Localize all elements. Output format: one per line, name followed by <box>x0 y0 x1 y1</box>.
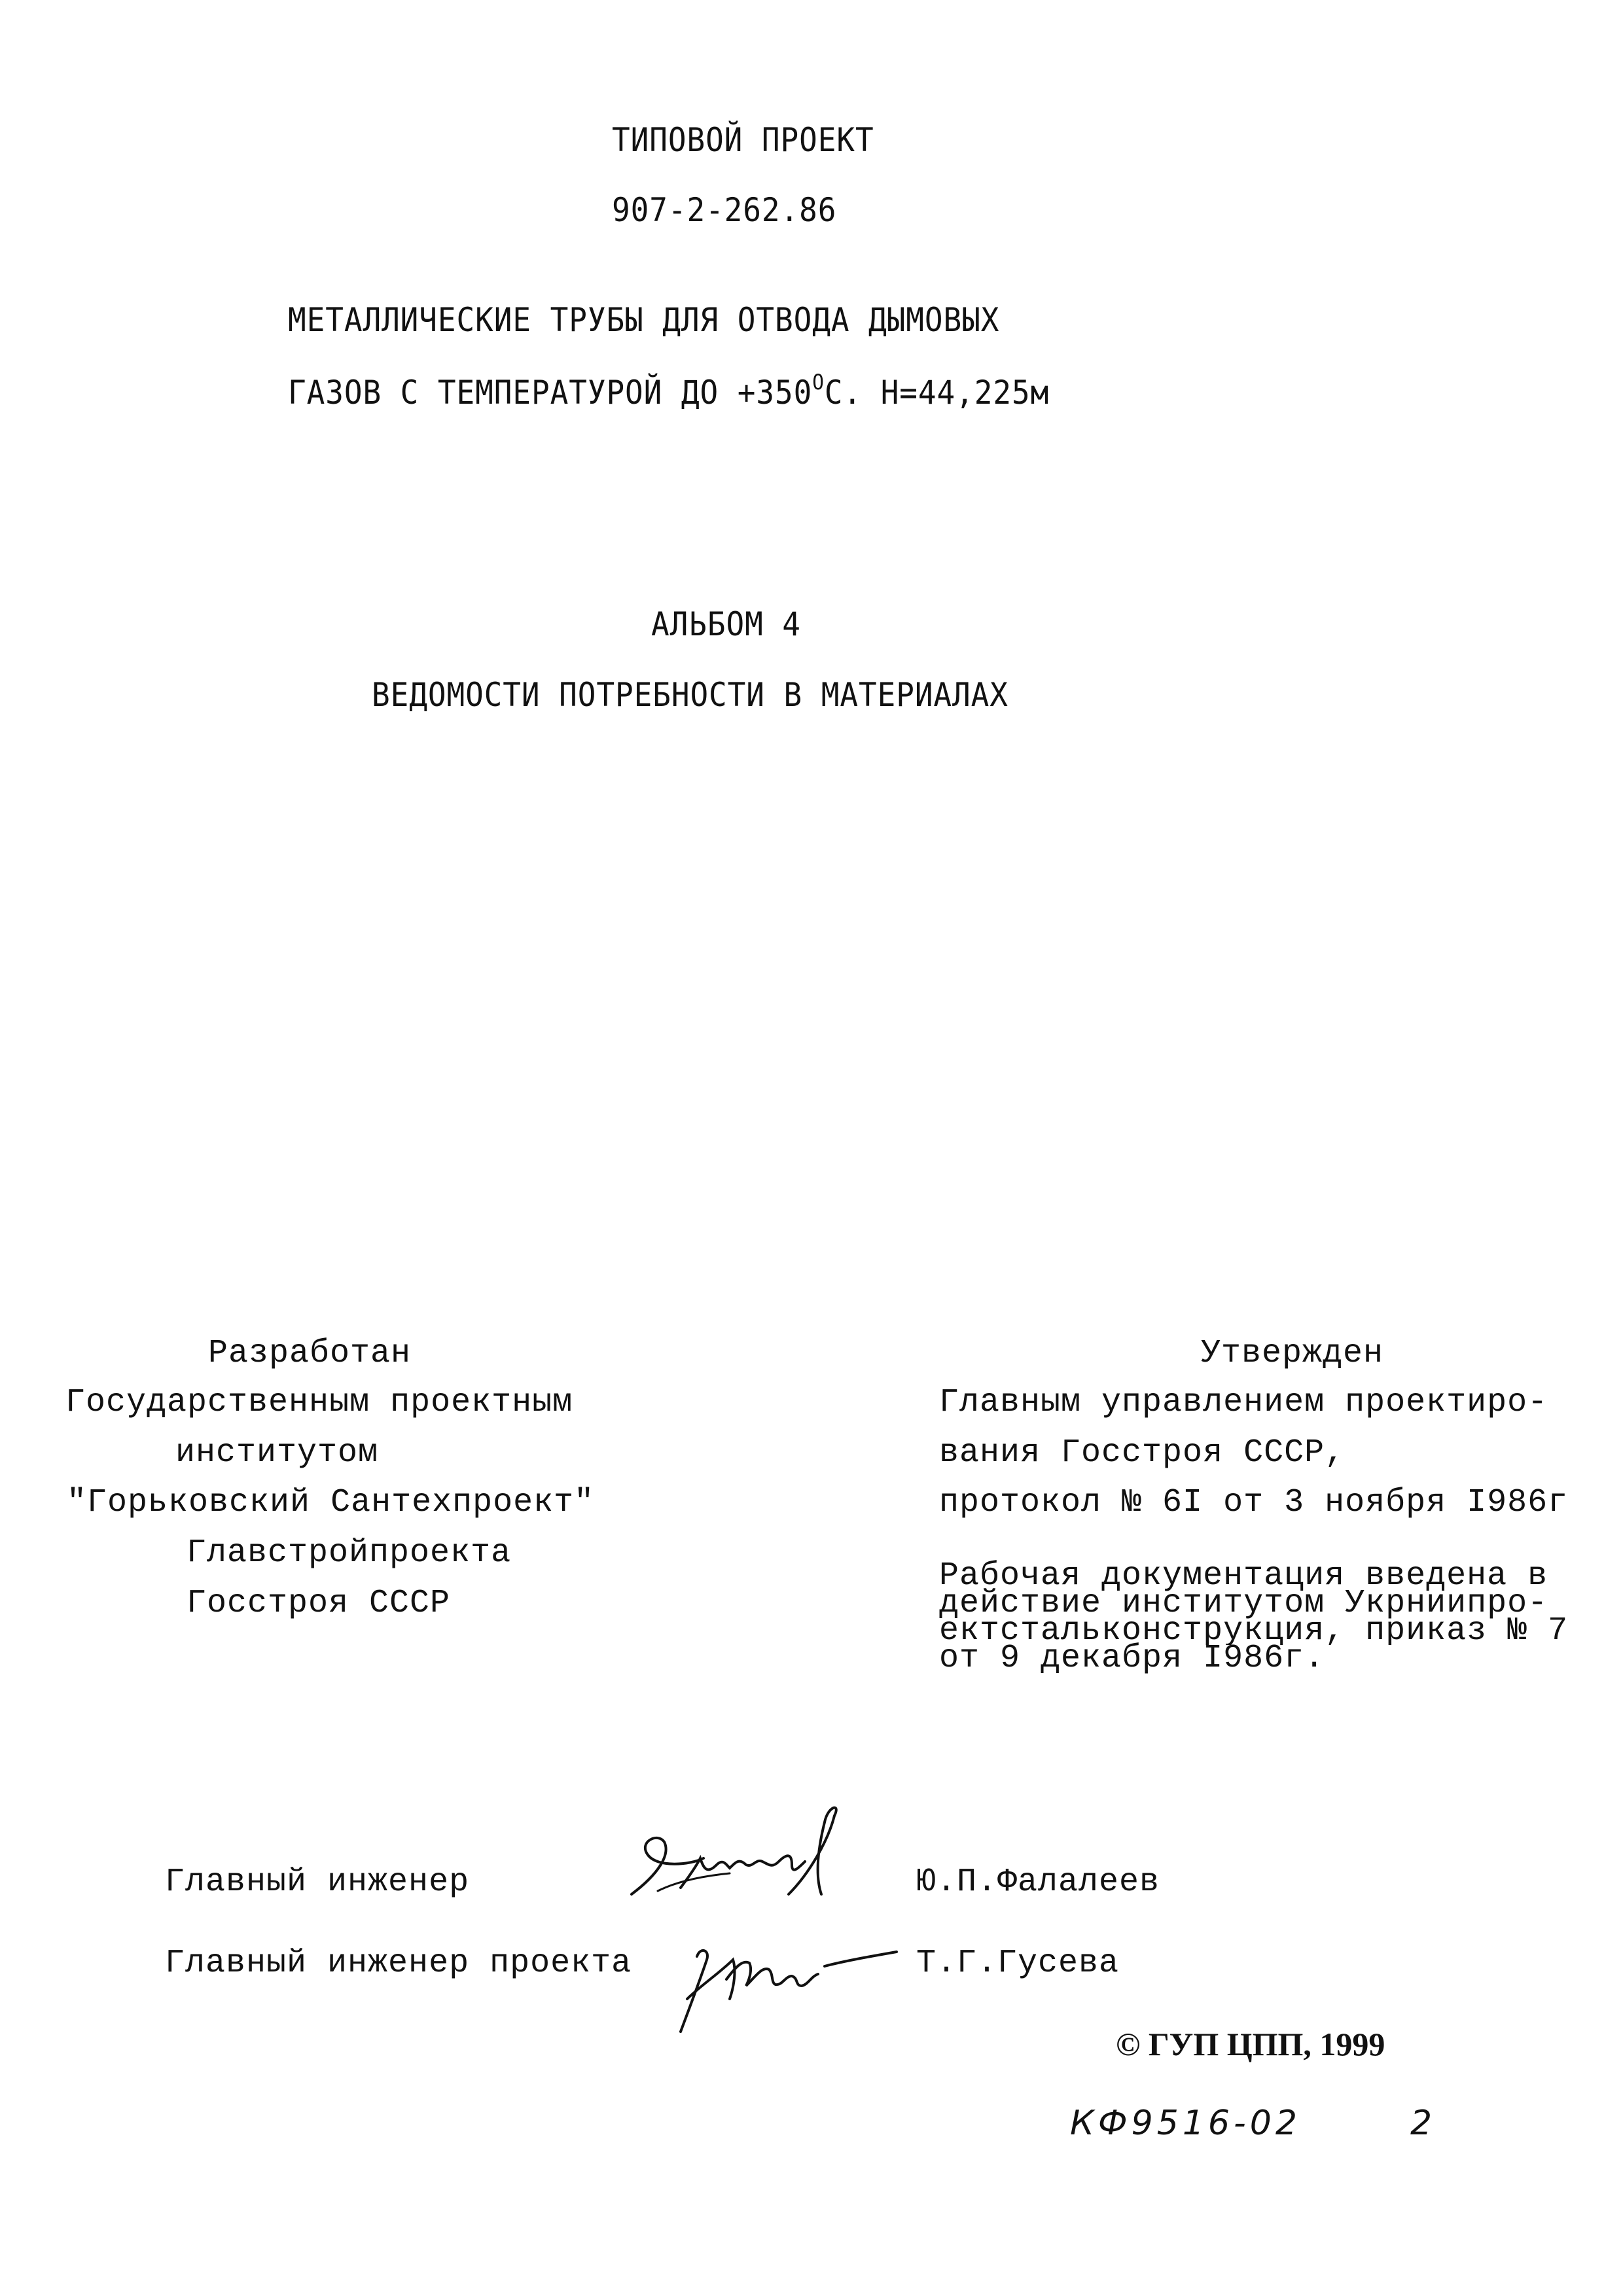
chief-engineer-signature <box>618 1803 867 1920</box>
chief-engineer-role: Главный инженер <box>165 1863 470 1901</box>
developed-line-1: Государственным проектным <box>65 1384 573 1421</box>
developed-line-3: "Горьковский Сантехпроект" <box>67 1484 595 1521</box>
developed-line-5: Госстроя СССР <box>187 1585 451 1622</box>
approved-note-line-1: Рабочая документация введена в <box>939 1557 1548 1595</box>
title-line-2-text-b: С. Н=44,225м <box>824 374 1050 412</box>
project-chief-engineer-role: Главный инженер проекта <box>165 1945 632 1982</box>
document-code: КФ9516-02 <box>1070 2104 1301 2143</box>
developed-line-4: Главстройпроекта <box>187 1534 512 1572</box>
approved-note-line-2: действие институтом Укрниипро- <box>939 1585 1548 1622</box>
developed-line-2: институтом <box>175 1434 379 1472</box>
approved-line-2: вания Госстроя СССР, <box>939 1434 1346 1472</box>
project-chief-engineer-name: Т.Г.Гусева <box>916 1945 1120 1982</box>
title-line-2-text-a: ГАЗОВ С ТЕМПЕРАТУРОЙ ДО +350 <box>288 374 813 412</box>
copyright-notice: © ГУП ЦПП, 1999 <box>1116 2026 1385 2062</box>
degree-mark: О <box>812 370 825 395</box>
doc-number: 907-2-262.86 <box>612 191 837 229</box>
title-line-2 <box>288 370 1049 412</box>
album-title: ВЕДОМОСТИ ПОТРЕБНОСТИ В МАТЕРИАЛАХ <box>372 676 1008 714</box>
approved-heading: Утвержден <box>1201 1335 1384 1372</box>
doc-type: ТИПОВОЙ ПРОЕКТ <box>612 121 874 159</box>
approved-line-1: Главным управлением проектиро- <box>939 1384 1548 1421</box>
page-number: 2 <box>1410 2104 1436 2143</box>
project-chief-engineer-signature <box>661 1920 910 2051</box>
developed-heading: Разработан <box>208 1335 412 1372</box>
approved-note-line-3: ектстальконструкция, приказ № 7 <box>939 1617 1569 1645</box>
approved-line-3: протокол № 6I от 3 ноября I986г <box>939 1484 1569 1521</box>
approved-note-line-4: от 9 декабря I986г. <box>939 1640 1325 1677</box>
title-line-1: МЕТАЛЛИЧЕСКИЕ ТРУБЫ ДЛЯ ОТВОДА ДЫМОВЫХ <box>288 301 1000 339</box>
chief-engineer-name: Ю.П.Фалалеев <box>916 1863 1160 1901</box>
album-number: АЛЬБОМ 4 <box>651 605 801 643</box>
